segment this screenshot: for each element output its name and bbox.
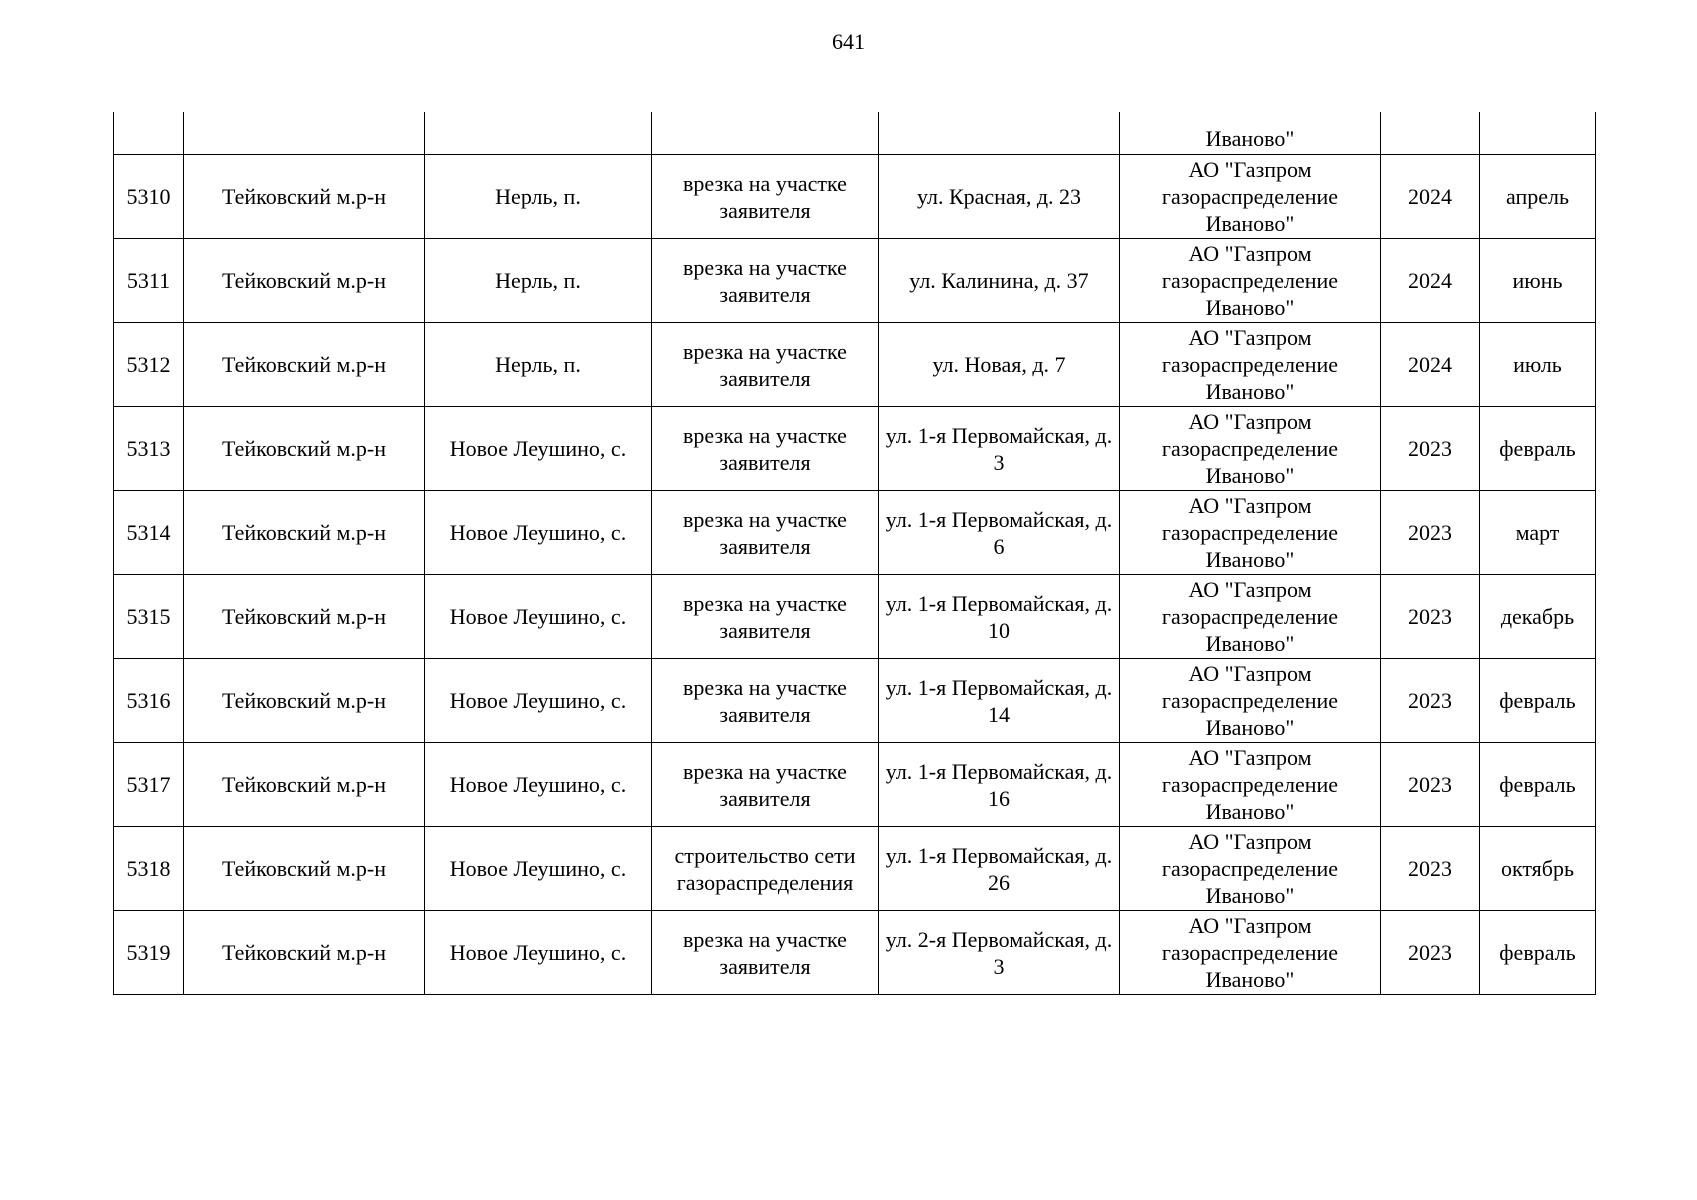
cell-district: Тейковский м.р-н <box>184 323 425 407</box>
cell-year: 2023 <box>1381 911 1480 995</box>
cell-work-type: врезка на участке заявителя <box>652 239 879 323</box>
cell-number: 5314 <box>114 491 184 575</box>
cell-district: Тейковский м.р-н <box>184 743 425 827</box>
cell-district <box>184 112 425 155</box>
table-row-continuation <box>114 112 1596 155</box>
cell-work-type: врезка на участке заявителя <box>652 491 879 575</box>
cell-number: 5316 <box>114 659 184 743</box>
cell-district: Тейковский м.р-н <box>184 911 425 995</box>
data-table <box>113 112 1596 995</box>
cell-settlement: Новое Леушино, с. <box>425 575 652 659</box>
cell-number: 5319 <box>114 911 184 995</box>
cell-address: ул. Новая, д. 7 <box>879 323 1120 407</box>
cell-settlement: Новое Леушино, с. <box>425 911 652 995</box>
cell-address: ул. 1-я Первомайская, д. 10 <box>879 575 1120 659</box>
cell-organization: АО "Газпром газораспределение Иваново" <box>1120 239 1381 323</box>
table-row <box>114 911 1596 995</box>
cell-address <box>879 112 1120 155</box>
cell-month: октябрь <box>1480 827 1596 911</box>
cell-year: 2023 <box>1381 491 1480 575</box>
cell-work-type: врезка на участке заявителя <box>652 407 879 491</box>
cell-month: февраль <box>1480 911 1596 995</box>
cell-settlement: Новое Леушино, с. <box>425 743 652 827</box>
cell-district: Тейковский м.р-н <box>184 827 425 911</box>
cell-month: июль <box>1480 323 1596 407</box>
cell-organization: АО "Газпром газораспределение Иваново" <box>1120 827 1381 911</box>
cell-address: ул. Красная, д. 23 <box>879 155 1120 239</box>
cell-month: апрель <box>1480 155 1596 239</box>
cell-year: 2023 <box>1381 827 1480 911</box>
cell-settlement: Новое Леушино, с. <box>425 491 652 575</box>
cell-month: февраль <box>1480 659 1596 743</box>
cell-work-type: врезка на участке заявителя <box>652 323 879 407</box>
cell-year: 2023 <box>1381 575 1480 659</box>
table-row <box>114 407 1596 491</box>
table-row <box>114 239 1596 323</box>
cell-settlement <box>425 112 652 155</box>
cell-work-type <box>652 112 879 155</box>
cell-address: ул. 1-я Первомайская, д. 3 <box>879 407 1120 491</box>
cell-number: 5317 <box>114 743 184 827</box>
cell-district: Тейковский м.р-н <box>184 575 425 659</box>
cell-year <box>1381 112 1480 155</box>
cell-organization: АО "Газпром газораспределение Иваново" <box>1120 323 1381 407</box>
cell-year: 2023 <box>1381 743 1480 827</box>
table-row <box>114 323 1596 407</box>
cell-organization: АО "Газпром газораспределение Иваново" <box>1120 491 1381 575</box>
cell-district: Тейковский м.р-н <box>184 407 425 491</box>
table-row <box>114 827 1596 911</box>
cell-month: март <box>1480 491 1596 575</box>
cell-work-type: строительство сети газораспределения <box>652 827 879 911</box>
table-row <box>114 575 1596 659</box>
cell-work-type: врезка на участке заявителя <box>652 575 879 659</box>
cell-district: Тейковский м.р-н <box>184 155 425 239</box>
cell-district: Тейковский м.р-н <box>184 491 425 575</box>
cell-year: 2024 <box>1381 323 1480 407</box>
table-row <box>114 491 1596 575</box>
cell-number: 5312 <box>114 323 184 407</box>
cell-year: 2023 <box>1381 407 1480 491</box>
cell-district: Тейковский м.р-н <box>184 239 425 323</box>
cell-settlement: Новое Леушино, с. <box>425 827 652 911</box>
table-row <box>114 155 1596 239</box>
cell-settlement: Новое Леушино, с. <box>425 659 652 743</box>
cell-address: ул. Калинина, д. 37 <box>879 239 1120 323</box>
cell-address: ул. 1-я Первомайская, д. 6 <box>879 491 1120 575</box>
cell-number: 5310 <box>114 155 184 239</box>
cell-work-type: врезка на участке заявителя <box>652 911 879 995</box>
table-row <box>114 659 1596 743</box>
cell-organization: АО "Газпром газораспределение Иваново" <box>1120 575 1381 659</box>
cell-organization: АО "Газпром газораспределение Иваново" <box>1120 155 1381 239</box>
cell-settlement: Нерль, п. <box>425 239 652 323</box>
cell-settlement: Новое Леушино, с. <box>425 407 652 491</box>
cell-address: ул. 1-я Первомайская, д. 26 <box>879 827 1120 911</box>
cell-settlement: Нерль, п. <box>425 323 652 407</box>
cell-month: июнь <box>1480 239 1596 323</box>
table-row <box>114 743 1596 827</box>
cell-number <box>114 112 184 155</box>
cell-year: 2024 <box>1381 239 1480 323</box>
cell-month: февраль <box>1480 743 1596 827</box>
cell-work-type: врезка на участке заявителя <box>652 155 879 239</box>
cell-address: ул. 1-я Первомайская, д. 14 <box>879 659 1120 743</box>
cell-month: февраль <box>1480 407 1596 491</box>
cell-month: декабрь <box>1480 575 1596 659</box>
cell-work-type: врезка на участке заявителя <box>652 743 879 827</box>
cell-work-type: врезка на участке заявителя <box>652 659 879 743</box>
cell-number: 5315 <box>114 575 184 659</box>
cell-organization: АО "Газпром газораспределение Иваново" <box>1120 743 1381 827</box>
cell-month <box>1480 112 1596 155</box>
cell-organization: АО "Газпром газораспределение Иваново" <box>1120 659 1381 743</box>
cell-settlement: Нерль, п. <box>425 155 652 239</box>
cell-organization: АО "Газпром газораспределение Иваново" <box>1120 407 1381 491</box>
cell-year: 2024 <box>1381 155 1480 239</box>
cell-district: Тейковский м.р-н <box>184 659 425 743</box>
cell-address: ул. 2-я Первомайская, д. 3 <box>879 911 1120 995</box>
cell-year: 2023 <box>1381 659 1480 743</box>
cell-organization: Иваново" <box>1120 112 1381 155</box>
cell-number: 5313 <box>114 407 184 491</box>
cell-address: ул. 1-я Первомайская, д. 16 <box>879 743 1120 827</box>
table-body <box>114 112 1596 995</box>
cell-number: 5311 <box>114 239 184 323</box>
cell-number: 5318 <box>114 827 184 911</box>
cell-organization: АО "Газпром газораспределение Иваново" <box>1120 911 1381 995</box>
page-number: 641 <box>832 29 865 54</box>
